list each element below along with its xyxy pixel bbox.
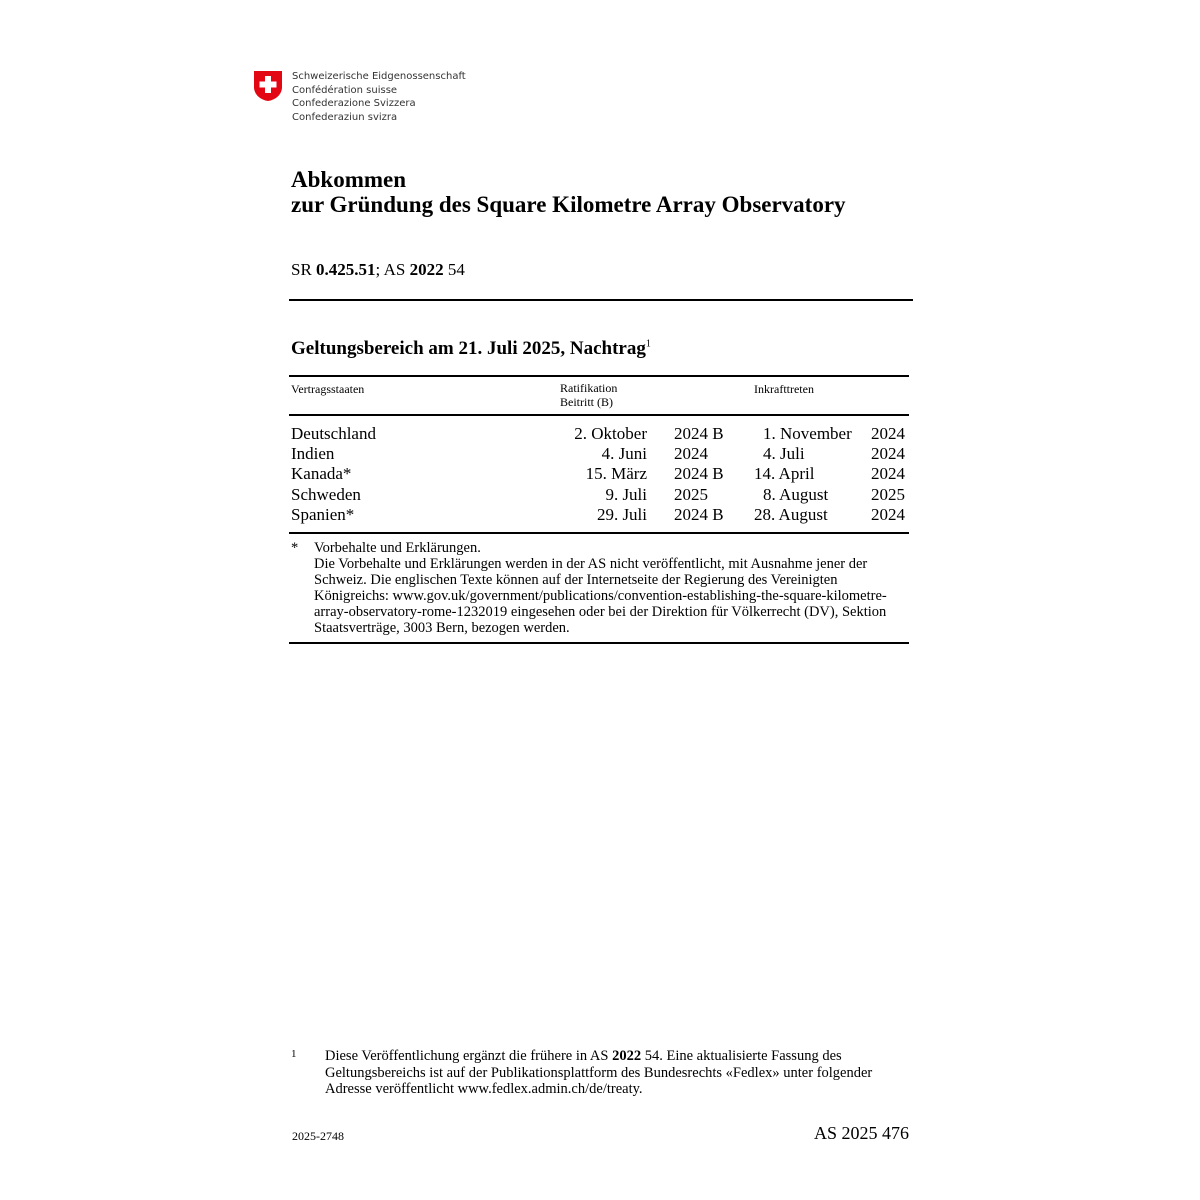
note-title: Vorbehalte und Erklärungen.: [314, 540, 481, 556]
cell-entry-year: 2025: [871, 484, 905, 504]
table-row: [291, 485, 909, 505]
cell-entry-date: 28. August: [754, 504, 828, 524]
as-page: 54: [443, 260, 465, 279]
cell-ratification-year: 2024 B: [674, 464, 724, 484]
column-header-ratification-line2: Beitritt (B): [560, 395, 613, 409]
document-number: 2025-2748: [292, 1129, 344, 1143]
table-row: [291, 464, 909, 484]
cell-entry-year: 2024: [871, 504, 905, 524]
cell-ratification-date: 4. Juni: [601, 444, 647, 464]
table-body: [291, 424, 909, 525]
org-name-rm: Confederaziun svizra: [292, 111, 398, 123]
column-header-ratification: [560, 381, 617, 409]
as-label: ; AS: [375, 260, 410, 279]
cell-ratification-year: 2025: [674, 484, 708, 504]
cell-entry-year: 2024: [871, 464, 905, 484]
swiss-cross-shield-icon: [253, 70, 283, 102]
footnote: [291, 1048, 911, 1098]
cell-entry-date: 4. Juli: [763, 444, 805, 464]
divider-bottom: [289, 642, 909, 644]
footnote-text-before: Diese Veröffentlichung ergänzt die frühere in AS: [325, 1048, 613, 1064]
divider-top: [289, 299, 913, 301]
cell-ratification-date: 15. März: [585, 464, 647, 484]
cell-entry-year: 2024: [871, 444, 905, 464]
section-heading: [291, 338, 651, 360]
column-header-ratification-line1: Ratifikation: [560, 381, 618, 395]
cell-ratification-year: 2024 B: [674, 424, 724, 443]
page-title: [291, 167, 846, 217]
cell-ratification-date: 9. Juli: [605, 484, 647, 504]
as-publication-number: AS 2025 476: [813, 1123, 909, 1143]
footnote-as-year: 2022: [612, 1048, 642, 1064]
cell-state: Schweden: [291, 484, 361, 504]
table-rule-top: [289, 375, 909, 377]
table-rule-header: [289, 414, 909, 416]
column-header-entry-into-force: Inkrafttreten: [754, 382, 814, 396]
cell-entry-date: 1. November: [763, 424, 852, 443]
cell-ratification-year: 2024 B: [674, 504, 724, 524]
cell-state: Spanien*: [291, 504, 355, 524]
org-name-fr: Confédération suisse: [292, 84, 398, 96]
cell-entry-year: 2024: [871, 424, 905, 443]
cell-state: Deutschland: [291, 424, 376, 443]
cell-entry-date: 14. April: [754, 464, 815, 484]
note-text: Die Vorbehalte und Erklärungen werden in der AS nicht veröffentlicht, mit Ausnahme jener der Schweiz. Die englischen Texte können auf der Internetseite der Regierung des Vereinigten Königreichs: www.gov.uk/government/publications/convention-establishing-the-square-kilometre-array-observatory-rome-1232019 eingesehen oder bei der Direktion für Völkerrecht (DV), Sektion Staatsverträge, 3003 Bern, bezogen werden.: [314, 556, 887, 636]
note-asterisk: *: [291, 540, 299, 556]
footnote-text-after: 54. Eine aktualisierte Fassung des Geltungsbereichs ist auf der Publikationsplattform des Bundesrechts «Fedlex» unter folgender Adresse veröffentlicht www.fedlex.admin.ch/de/treaty.: [325, 1048, 873, 1097]
sr-label: SR: [291, 260, 317, 279]
org-name-it: Confederazione Svizzera: [292, 98, 416, 109]
table-rule-bottom: [289, 532, 909, 534]
footnote-ref[interactable]: 1: [645, 338, 651, 350]
section-heading-text: Geltungsbereich am 21. Juli 2025, Nachtrag: [291, 338, 646, 359]
table-row: [291, 424, 909, 444]
organisation-names: [292, 70, 466, 124]
cell-state: Indien: [291, 444, 335, 464]
cell-state: Kanada*: [291, 464, 352, 484]
column-header-states: Vertragsstaaten: [291, 382, 365, 396]
cell-entry-date: 8. August: [763, 484, 829, 504]
table-row: [291, 505, 909, 525]
org-name-de: Schweizerische Eidgenossenschaft: [292, 71, 466, 82]
reference-line: [291, 260, 465, 280]
as-year: 2022: [409, 260, 444, 279]
footnote-text: [325, 1048, 911, 1098]
footnote-number: 1: [291, 1048, 297, 1060]
cell-ratification-date: 2. Oktober: [574, 424, 647, 443]
title-line-2: zur Gründung des Square Kilometre Array Observatory: [291, 192, 846, 217]
title-line-1: Abkommen: [291, 167, 407, 192]
reservations-note: [291, 540, 907, 636]
cell-ratification-date: 29. Juli: [596, 504, 647, 524]
table-row: [291, 444, 909, 464]
cell-ratification-year: 2024: [674, 444, 708, 464]
sr-number: 0.425.51: [316, 260, 376, 279]
